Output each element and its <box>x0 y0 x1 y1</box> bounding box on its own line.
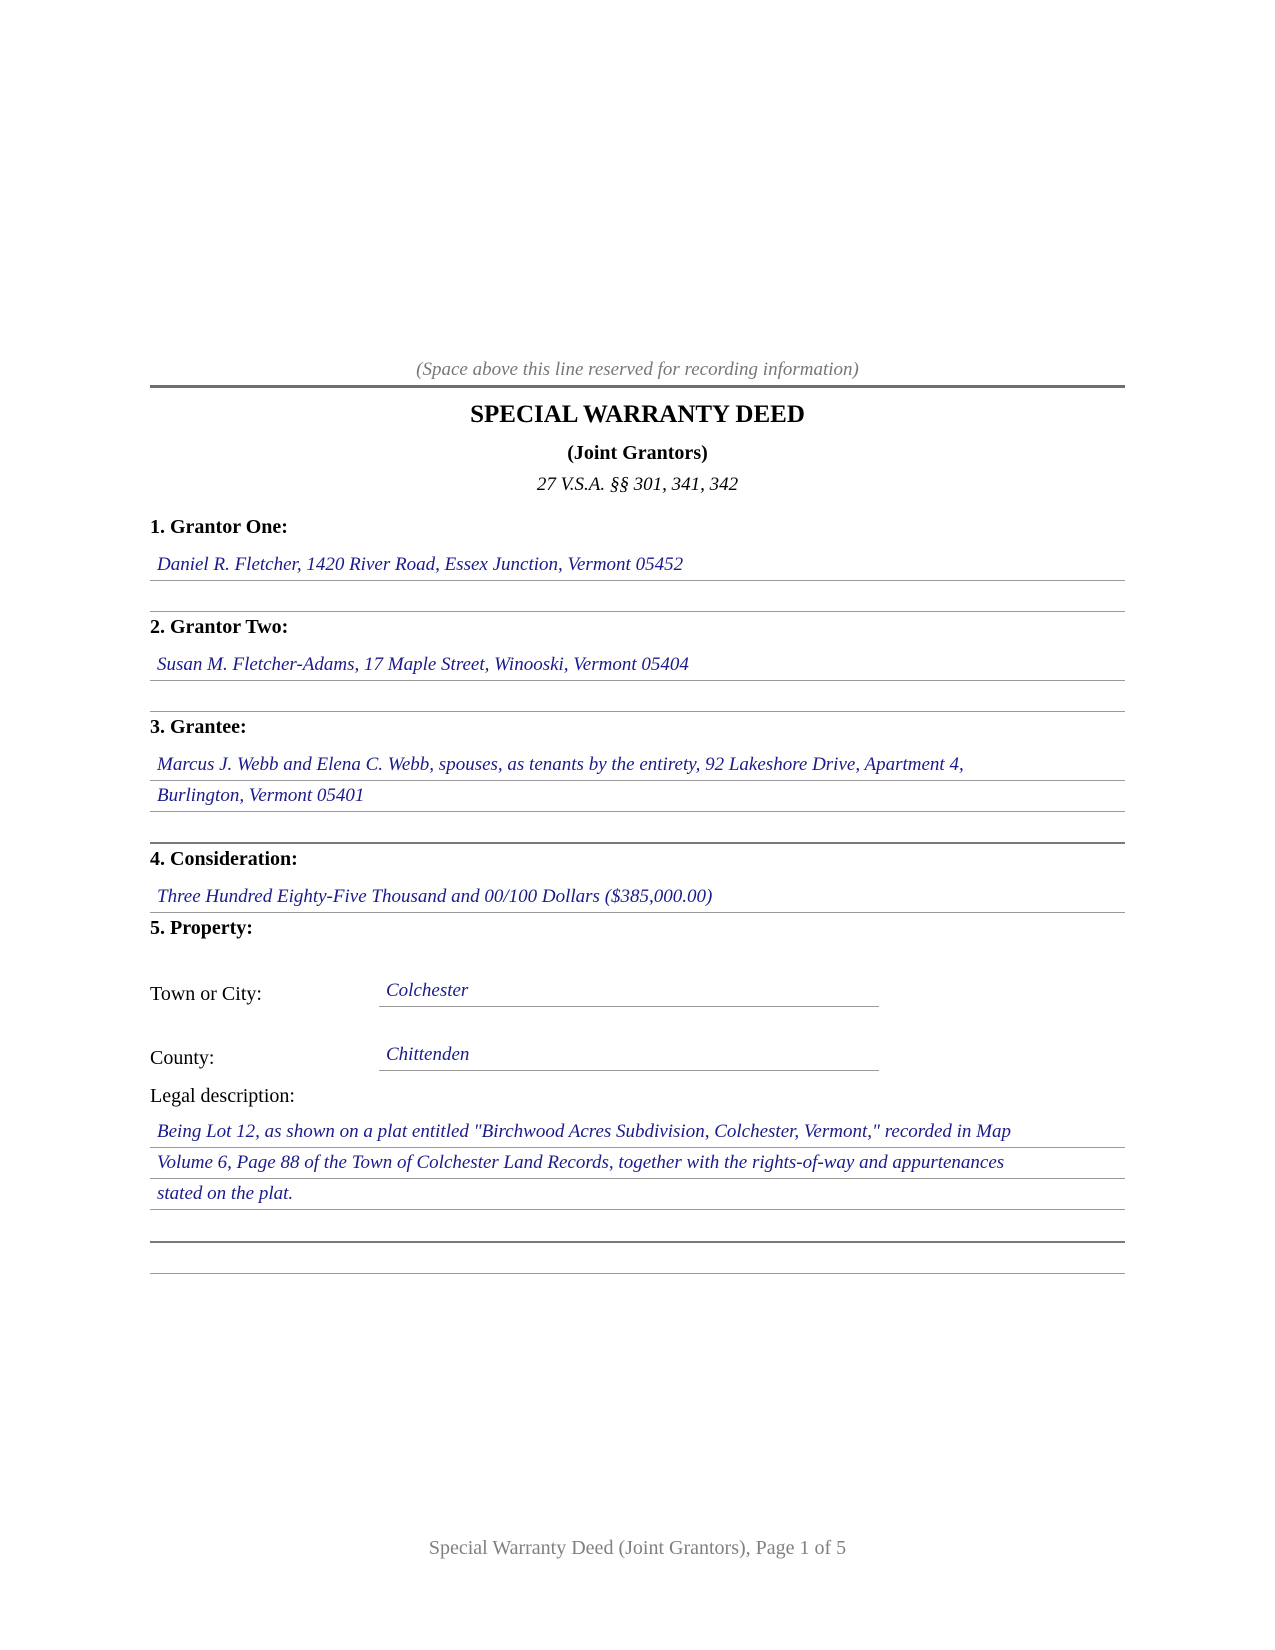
legal-description-label: Legal description: <box>150 1085 295 1107</box>
document-subtitle: (Joint Grantors) <box>567 442 708 464</box>
legal-description-line-1[interactable]: Being Lot 12, as shown on a plat entitled "Birchwood Acres Subdivision, Colchester, Vermont," recorded in Map <box>150 1117 1125 1148</box>
recording-divider <box>150 385 1125 388</box>
grantee-field-line-2[interactable]: Burlington, Vermont 05401 <box>150 781 1125 812</box>
grantee-field-line-1[interactable]: Marcus J. Webb and Elena C. Webb, spouses, as tenants by the entirety, 92 Lakeshore Drive, Apartment 4, <box>150 750 1125 781</box>
town-field[interactable]: Colchester <box>379 976 879 1007</box>
legal-description-blank-line-1 <box>150 1241 1125 1243</box>
page-footer: Special Warranty Deed (Joint Grantors), Page 1 of 5 <box>428 1537 847 1559</box>
grantor-two-heading: 2. Grantor Two: <box>150 616 289 638</box>
grantee-blank-line <box>150 842 1125 844</box>
grantee-heading: 3. Grantee: <box>150 716 247 738</box>
property-heading: 5. Property: <box>150 917 253 939</box>
county-field[interactable]: Chittenden <box>379 1040 879 1071</box>
grantor-one-blank-line <box>150 611 1125 612</box>
legal-description-line-3[interactable]: stated on the plat. <box>150 1179 1125 1210</box>
grantor-two-blank-line <box>150 711 1125 712</box>
county-label: County: <box>150 1047 215 1069</box>
document-title: SPECIAL WARRANTY DEED <box>470 401 805 428</box>
grantor-one-heading: 1. Grantor One: <box>150 516 288 538</box>
town-label: Town or City: <box>150 983 262 1005</box>
legal-description-line-2[interactable]: Volume 6, Page 88 of the Town of Colchester Land Records, together with the rights-of-way and appurtenances <box>150 1148 1125 1179</box>
grantor-two-field[interactable]: Susan M. Fletcher-Adams, 17 Maple Street, Winooski, Vermont 05404 <box>150 650 1125 681</box>
legal-description-blank-line-2 <box>150 1273 1125 1274</box>
consideration-heading: 4. Consideration: <box>150 848 298 870</box>
deed-page <box>150 0 1125 1650</box>
recording-space-note: (Space above this line reserved for recording information) <box>416 359 859 380</box>
statute-citation: 27 V.S.A. §§ 301, 341, 342 <box>536 474 739 495</box>
consideration-field[interactable]: Three Hundred Eighty-Five Thousand and 00/100 Dollars ($385,000.00) <box>150 882 1125 913</box>
grantor-one-field[interactable]: Daniel R. Fletcher, 1420 River Road, Essex Junction, Vermont 05452 <box>150 550 1125 581</box>
